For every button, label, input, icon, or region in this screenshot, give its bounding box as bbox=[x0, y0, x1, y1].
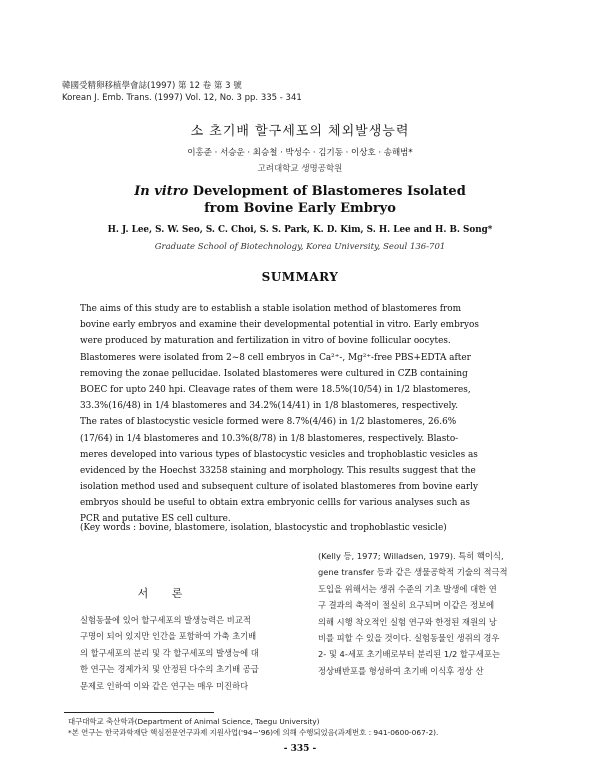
footnotes bbox=[68, 716, 438, 738]
english-authors: H. J. Lee, S. W. Seo, S. C. Choi, S. S. Park, K. D. Kim, S. H. Lee and H. B. Song* bbox=[107, 225, 493, 235]
body-line: 구 결과의 축적이 절실히 요구되며 이같은 정보에 bbox=[318, 600, 495, 611]
section-heading-introduction: 서 론 bbox=[137, 587, 193, 600]
body-line: 실험동물에 있어 할구세포의 발생능력은 비교적 bbox=[80, 615, 251, 625]
body-line: 정상배반포를 형성하여 초기배 이식후 정상 산 bbox=[318, 665, 484, 676]
korean-affiliation: 고려대학교 생명공학원 bbox=[257, 164, 343, 174]
page-number: - 335 - bbox=[283, 744, 317, 754]
abstract-line: PCR and putative ES cell culture. bbox=[80, 514, 231, 525]
korean-authors: 이홍준 · 서승운 · 최승철 · 박성수 · 김기동 · 이상호 · 송해범* bbox=[187, 148, 413, 158]
body-line: 의해 시행 착오적인 실험 연구와 한정된 재원의 낭 bbox=[318, 616, 497, 627]
abstract-line: removing the zonae pellucidae. Isolated blastomeres were cultured in CZB containing bbox=[80, 368, 468, 379]
body-line: (Kelly 등, 1977; Willadsen, 1979). 특히 핵이식, bbox=[318, 551, 504, 561]
abstract-line: isolation method used and subsequent culture of isolated blastomeres from bovine early bbox=[80, 482, 478, 493]
abstract-line: (17/64) in 1/4 blastomeres and 10.3%(8/78) in 1/8 blastomeres, respectively. Blasto- bbox=[80, 433, 459, 444]
body-line: 도입을 위해서는 생쥐 수준의 기초 발생에 대한 연 bbox=[318, 583, 497, 594]
body-line: 비를 피할 수 있을 것이다. 실험동물인 생쥐의 경우 bbox=[318, 632, 500, 643]
abstract-line: 33.3%(16/48) in 1/4 blastomeres and 34.2%(14/41) in 1/8 blastomeres, respectively. bbox=[80, 401, 459, 412]
body-column-left bbox=[80, 612, 305, 694]
journal-citation bbox=[62, 80, 302, 104]
body-line: 의 할구세포의 분리 및 각 할구세포의 발생능에 대 bbox=[80, 647, 259, 658]
korean-title: 소 초기배 할구세포의 체외발생능력 bbox=[190, 124, 410, 139]
keywords: (Key words : bovine, blastomere, isolation, blastocystic and trophoblastic vesicle) bbox=[80, 523, 447, 533]
footnote-funding: *본 연구는 한국과학재단 핵심전문연구과제 지원사업('94~'96)에 의해 수행되었음(과제번호 : 941-0600-067-2). bbox=[68, 728, 439, 737]
body-line: 한 연구는 경제가치 및 안정된 다수의 초기배 공급 bbox=[80, 664, 259, 675]
summary-heading: SUMMARY bbox=[261, 270, 339, 284]
abstract-line: Blastomeres were isolated from 2~8 cell embryos in Ca²⁺-, Mg²⁺-free PBS+EDTA after bbox=[80, 352, 471, 363]
abstract-line: bovine early embryos and examine their developmental potential in vitro. Early embryos bbox=[80, 320, 479, 331]
body-line: gene transfer 등과 같은 생물공학적 기술의 적극적 bbox=[318, 567, 508, 578]
body-line: 구명이 되어 있지만 인간을 포함하여 가축 초기배 bbox=[80, 631, 257, 642]
english-title-italic: In vitro bbox=[134, 184, 189, 199]
abstract-line: The aims of this study are to establish a stable isolation method of blastomeres from bbox=[80, 304, 461, 314]
abstract-line: BOEC for upto 240 hpi. Cleavage rates of them were 18.5%(10/54) in 1/2 blastomeres, bbox=[80, 384, 471, 395]
footnote-affiliation: 대구대학교 축산학과(Department of Animal Science, Taegu University) bbox=[68, 717, 320, 726]
abstract-line: The rates of blastocystic vesicle formed were 8.7%(4/46) in 1/2 blastomeres, 26.6% bbox=[80, 417, 457, 428]
journal-citation-korean: 韓國受精卵移植學會誌(1997) 第 12 卷 第 3 號 bbox=[62, 81, 242, 91]
abstract-line: embryos should be useful to obtain extra embryonic cellls for various analyses such as bbox=[80, 498, 470, 509]
footnote-divider bbox=[64, 712, 214, 713]
english-title-line2: from Bovine Early Embryo bbox=[204, 201, 396, 216]
body-line: 2- 및 4-세포 초기배로부터 분리된 1/2 할구세포는 bbox=[318, 649, 500, 660]
abstract-line: evidenced by the Hoechst 33258 staining and morphology. This results suggest that the bbox=[80, 465, 476, 476]
english-title-line1: Development of Blastomeres Isolated bbox=[188, 184, 466, 199]
english-title bbox=[0, 183, 600, 217]
abstract bbox=[80, 301, 535, 528]
abstract-line: meres developed into various types of blastocystic vesicles and trophoblastic vesicles as bbox=[80, 449, 478, 460]
abstract-line: were produced by maturation and fertilization in vitro of bovine follicular oocytes. bbox=[80, 336, 451, 347]
body-line: 문제로 인하여 이와 같은 연구는 매우 미진하다 bbox=[80, 680, 249, 691]
journal-citation-english: Korean J. Emb. Trans. (1997) Vol. 12, No. 3 pp. 335 - 341 bbox=[62, 93, 302, 103]
body-column-right bbox=[318, 548, 540, 679]
english-affiliation: Graduate School of Biotechnology, Korea University, Seoul 136-701 bbox=[154, 242, 446, 252]
